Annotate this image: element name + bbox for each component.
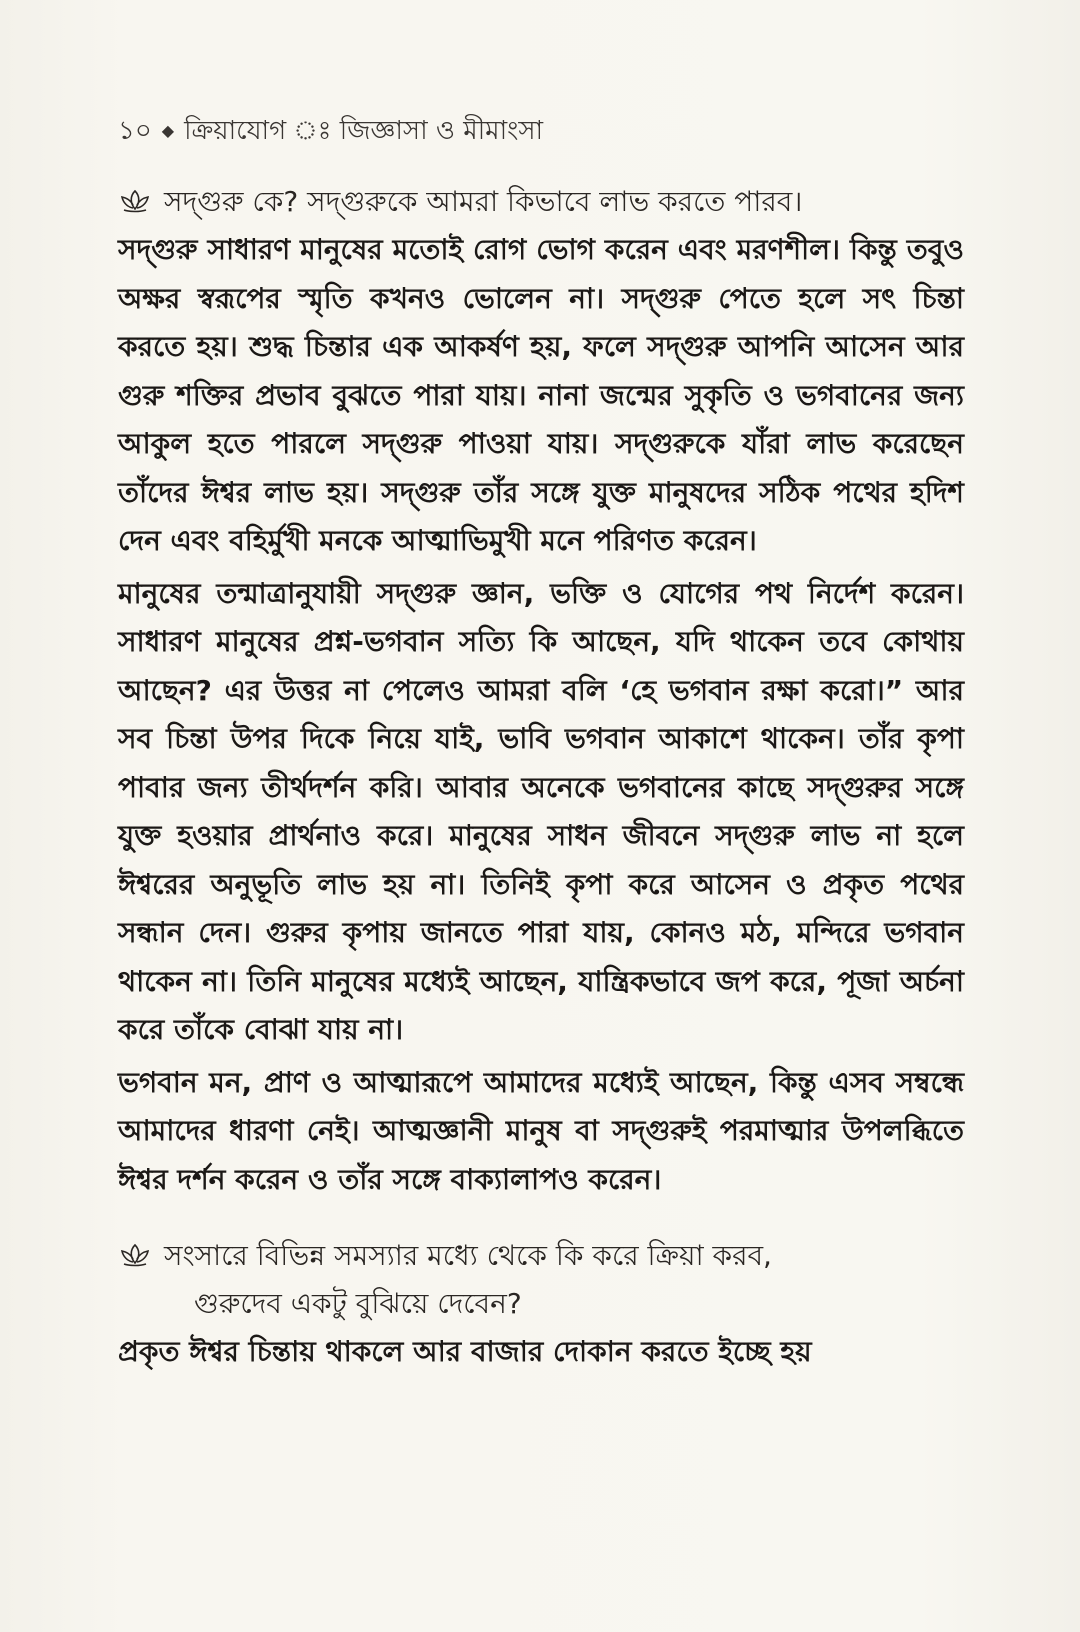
answer-paragraph: সদ্‌গুরু সাধারণ মানুষের মতোই রোগ ভোগ করেন এবং মরণশীল। কিন্তু তবুও অক্ষর স্বরূপের স্মৃতি কখনও ভোলেন না। সদ্‌গুরু পেতে হলে সৎ চিন্তা করতে হয়। শুদ্ধ চিন্তার এক আকর্ষণ হয়, ফলে সদ্‌গুরু আপনি আসেন আর গুরু শক্তির প্রভাব বুঝতে পারা যায়। নানা জন্মের সুকৃতি ও ভগবানের জন্য আকুল হতে পারলে সদ্‌গুরু পাওয়া যায়। সদ্‌গুরুকে যাঁরা লাভ করেছেন তাঁদের ঈশ্বর লাভ হয়। সদ্‌গুরু তাঁর সঙ্গে যুক্ত মানুষদের সঠিক পথের হদিশ দেন এবং বহির্মুখী মনকে আত্মাভিমুখী মনে পরিণত করেন।	[118, 233, 964, 557]
lotus-icon	[118, 188, 152, 214]
question-text: সদ্‌গুরু কে? সদ্‌গুরুকে আমরা কিভাবে লাভ করতে পারব।	[164, 185, 803, 218]
diamond-separator-icon: ◆	[161, 121, 175, 140]
answer-paragraph: মানুষের তন্মাত্রানুযায়ী সদ্‌গুরু জ্ঞান, ভক্তি ও যোগের পথ নির্দেশ করেন। সাধারণ মানুষের প্রশ্ন-ভগবান সত্যি কি আছেন, যদি থাকেন তবে কোথায় আছেন? এর উত্তর না পেলেও আমরা বলি ‘হে ভগবান রক্ষা করো।” আর সব চিন্তা উপর দিকে নিয়ে যাই, ভাবি ভগবান আকাশে থাকেন। তাঁর কৃপা পাবার জন্য তীর্থদর্শন করি। আবার অনেকে ভগবানের কাছে সদ্‌গুরুর সঙ্গে যুক্ত হওয়ার প্রার্থনাও করে। মানুষের সাধন জীবনে সদ্‌গুরু লাভ না হলে ঈশ্বরের অনুভূতি লাভ হয় না। তিনিই কৃপা করে আসেন ও প্রকৃত পথের সন্ধান দেন। গুরুর কৃপায় জানতে পারা যায়, কোনও মঠ, মন্দিরে ভগবান থাকেন না। তিনি মানুষের মধ্যেই আছেন, যান্ত্রিকভাবে জপ করে, পূজা অর্চনা করে তাঁকে বোঝা যায় না।	[118, 576, 964, 1046]
question-text-line-2: গুরুদেব একটু বুঝিয়ে দেবেন?	[194, 1287, 522, 1320]
page-number: ১০	[118, 116, 152, 146]
running-header	[118, 110, 543, 154]
page-body	[118, 178, 964, 1377]
question-heading	[118, 178, 964, 226]
question-text-line-1: সংসারে বিভিন্ন সমস্যার মধ্যে থেকে কি করে ক্রিয়া করব,	[164, 1239, 772, 1272]
question-heading	[118, 1232, 964, 1328]
answer-paragraph: ভগবান মন, প্রাণ ও আত্মারূপে আমাদের মধ্যেই আছেন, কিন্তু এসব সম্বন্ধে আমাদের ধারণা নেই। আত্মজ্ঞানী মানুষ বা সদ্‌গুরুই পরমাত্মার উপলব্ধিতে ঈশ্বর দর্শন করেন ও তাঁর সঙ্গে বাক্যালাপও করেন।	[118, 1065, 964, 1196]
book-title: ক্রিয়াযোগ ঃ জিজ্ঞাসা ও মীমাংসা	[184, 116, 544, 146]
answer-paragraph: প্রকৃত ঈশ্বর চিন্তায় থাকলে আর বাজার দোকান করতে ইচ্ছে হয়	[118, 1335, 812, 1368]
lotus-icon	[118, 1242, 152, 1268]
